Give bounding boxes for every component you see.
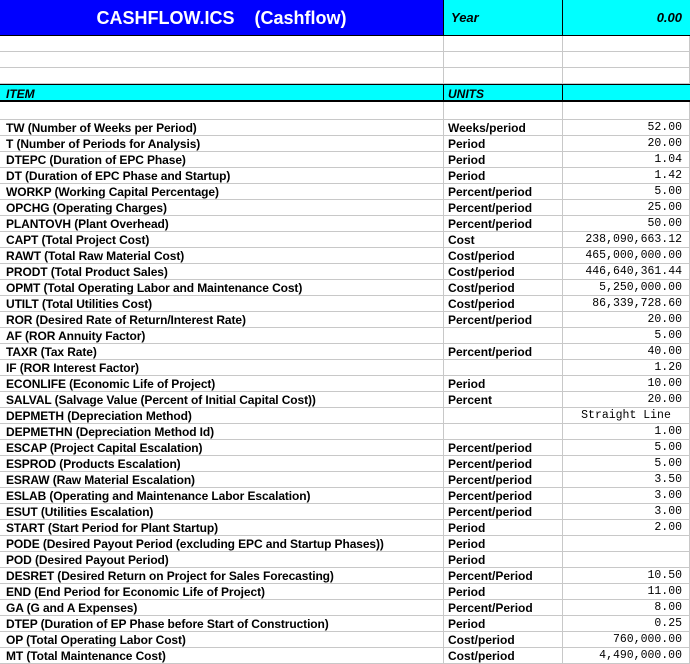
table-row (0, 376, 690, 392)
item-cell[interactable]: POD (Desired Payout Period) (0, 552, 444, 568)
table-row (0, 168, 690, 184)
units-cell[interactable]: Period (444, 616, 563, 632)
blank-cell[interactable] (0, 52, 444, 68)
blank-cell[interactable] (563, 52, 690, 68)
value-cell[interactable]: 5.00 (563, 184, 690, 200)
item-cell[interactable]: MT (Total Maintenance Cost) (0, 648, 444, 664)
units-cell[interactable]: Period (444, 536, 563, 552)
item-cell[interactable]: WORKP (Working Capital Percentage) (0, 184, 444, 200)
table-row (0, 616, 690, 632)
value-cell[interactable]: 1.20 (563, 360, 690, 376)
column-header-value[interactable] (563, 84, 690, 102)
value-cell[interactable]: 2.00 (563, 520, 690, 536)
table-row (0, 328, 690, 344)
value-cell[interactable]: 20.00 (563, 312, 690, 328)
units-cell[interactable]: Percent/Period (444, 600, 563, 616)
value-cell[interactable]: 4,490,000.00 (563, 648, 690, 664)
item-cell[interactable]: PRODT (Total Product Sales) (0, 264, 444, 280)
item-cell[interactable]: TW (Number of Weeks per Period) (0, 120, 444, 136)
units-cell[interactable]: Percent/period (444, 312, 563, 328)
item-cell[interactable]: SALVAL (Salvage Value (Percent of Initial Capital Cost)) (0, 392, 444, 408)
units-cell[interactable]: Period (444, 136, 563, 152)
units-cell[interactable]: Cost/period (444, 248, 563, 264)
item-cell[interactable]: DEPMETHN (Depreciation Method Id) (0, 424, 444, 440)
table-row (0, 408, 690, 424)
table-row (0, 392, 690, 408)
sheet-title-cell[interactable] (0, 0, 444, 36)
units-cell[interactable]: Period (444, 376, 563, 392)
table-row (0, 552, 690, 568)
units-cell[interactable]: Period (444, 168, 563, 184)
value-cell[interactable]: 50.00 (563, 216, 690, 232)
units-cell[interactable]: Percent (444, 392, 563, 408)
sheet-subtitle: (Cashflow) (254, 8, 347, 28)
units-cell[interactable] (444, 360, 563, 376)
table-row (0, 456, 690, 472)
value-cell[interactable]: 0.25 (563, 616, 690, 632)
table-row (0, 264, 690, 280)
table-row (0, 472, 690, 488)
units-cell[interactable]: Percent/period (444, 456, 563, 472)
units-cell[interactable]: Period (444, 520, 563, 536)
units-cell[interactable] (444, 424, 563, 440)
year-label: Year (451, 10, 479, 25)
units-cell[interactable]: Percent/Period (444, 568, 563, 584)
units-cell[interactable] (444, 408, 563, 424)
units-cell[interactable]: Percent/period (444, 488, 563, 504)
units-cell[interactable]: Percent/period (444, 440, 563, 456)
value-cell[interactable]: 1.00 (563, 424, 690, 440)
column-header-units[interactable] (444, 84, 563, 102)
item-cell[interactable]: OPCHG (Operating Charges) (0, 200, 444, 216)
table-row (0, 584, 690, 600)
units-cell[interactable]: Percent/period (444, 344, 563, 360)
item-cell[interactable]: CAPT (Total Project Cost) (0, 232, 444, 248)
value-cell[interactable]: 52.00 (563, 120, 690, 136)
item-cell[interactable]: ESUT (Utilities Escalation) (0, 504, 444, 520)
table-row (0, 600, 690, 616)
item-cell[interactable]: ESRAW (Raw Material Escalation) (0, 472, 444, 488)
units-cell[interactable]: Period (444, 152, 563, 168)
value-cell[interactable]: 5,250,000.00 (563, 280, 690, 296)
value-cell[interactable] (563, 536, 690, 552)
item-cell[interactable]: ESPROD (Products Escalation) (0, 456, 444, 472)
item-cell[interactable]: TAXR (Tax Rate) (0, 344, 444, 360)
table-row (0, 312, 690, 328)
table-row (0, 120, 690, 136)
value-cell[interactable]: 5.00 (563, 328, 690, 344)
year-label-cell[interactable] (444, 0, 563, 36)
item-cell[interactable]: AF (ROR Annuity Factor) (0, 328, 444, 344)
table-row (0, 520, 690, 536)
value-cell[interactable]: 238,090,663.12 (563, 232, 690, 248)
value-cell[interactable]: 1.42 (563, 168, 690, 184)
units-cell[interactable]: Percent/period (444, 216, 563, 232)
table-row (0, 152, 690, 168)
item-cell[interactable]: DTEP (Duration of EP Phase before Start of Construction) (0, 616, 444, 632)
blank-cell[interactable] (0, 102, 444, 120)
value-cell[interactable]: 20.00 (563, 136, 690, 152)
column-header-units-label: UNITS (448, 87, 484, 101)
item-cell[interactable]: END (End Period for Economic Life of Project) (0, 584, 444, 600)
units-cell[interactable]: Cost/period (444, 264, 563, 280)
item-cell[interactable]: OPMT (Total Operating Labor and Maintenance Cost) (0, 280, 444, 296)
value-cell[interactable]: 3.50 (563, 472, 690, 488)
units-cell[interactable]: Period (444, 584, 563, 600)
units-cell[interactable]: Percent/period (444, 184, 563, 200)
value-cell[interactable]: 465,000,000.00 (563, 248, 690, 264)
item-cell[interactable]: ESCAP (Project Capital Escalation) (0, 440, 444, 456)
table-row (0, 440, 690, 456)
column-header-item[interactable] (0, 84, 444, 102)
item-cell[interactable]: UTILT (Total Utilities Cost) (0, 296, 444, 312)
blank-cell[interactable] (444, 68, 563, 84)
blank-cell[interactable] (444, 52, 563, 68)
units-cell[interactable]: Cost/period (444, 280, 563, 296)
table-row (0, 648, 690, 664)
table-row (0, 568, 690, 584)
value-cell[interactable]: 25.00 (563, 200, 690, 216)
table-row (0, 296, 690, 312)
table-row (0, 216, 690, 232)
value-cell[interactable]: 40.00 (563, 344, 690, 360)
units-cell[interactable]: Percent/period (444, 472, 563, 488)
value-cell[interactable]: 446,640,361.44 (563, 264, 690, 280)
item-cell[interactable]: DEPMETH (Depreciation Method) (0, 408, 444, 424)
blank-cell[interactable] (563, 102, 690, 120)
value-cell[interactable]: Straight Line (563, 408, 690, 424)
table-row (0, 248, 690, 264)
item-cell[interactable]: DTEPC (Duration of EPC Phase) (0, 152, 444, 168)
sheet-title: CASHFLOW.ICS (96, 8, 235, 28)
table-row (0, 184, 690, 200)
value-cell[interactable]: 10.00 (563, 376, 690, 392)
item-cell[interactable]: PODE (Desired Payout Period (excluding EPC and Startup Phases)) (0, 536, 444, 552)
blank-cell[interactable] (563, 68, 690, 84)
table-row (0, 344, 690, 360)
units-cell[interactable]: Percent/period (444, 504, 563, 520)
value-cell[interactable] (563, 552, 690, 568)
value-cell[interactable]: 3.00 (563, 488, 690, 504)
item-cell[interactable]: ROR (Desired Rate of Return/Interest Rate) (0, 312, 444, 328)
value-cell[interactable]: 86,339,728.60 (563, 296, 690, 312)
item-cell[interactable]: DT (Duration of EPC Phase and Startup) (0, 168, 444, 184)
table-row (0, 632, 690, 648)
units-cell[interactable]: Cost/period (444, 296, 563, 312)
units-cell[interactable]: Period (444, 552, 563, 568)
item-cell[interactable]: OP (Total Operating Labor Cost) (0, 632, 444, 648)
units-cell[interactable]: Cost/period (444, 648, 563, 664)
item-cell[interactable]: GA (G and A Expenses) (0, 600, 444, 616)
item-cell[interactable]: DESRET (Desired Return on Project for Sales Forecasting) (0, 568, 444, 584)
value-cell[interactable]: 1.04 (563, 152, 690, 168)
table-row (0, 424, 690, 440)
table-row (0, 232, 690, 248)
table-row (0, 504, 690, 520)
value-cell[interactable]: 3.00 (563, 504, 690, 520)
blank-cell[interactable] (444, 36, 563, 52)
value-cell[interactable]: 20.00 (563, 392, 690, 408)
value-cell[interactable]: 11.00 (563, 584, 690, 600)
item-cell[interactable]: RAWT (Total Raw Material Cost) (0, 248, 444, 264)
table-row (0, 488, 690, 504)
units-cell[interactable]: Cost (444, 232, 563, 248)
units-cell[interactable] (444, 328, 563, 344)
blank-cell[interactable] (444, 102, 563, 120)
table-row (0, 200, 690, 216)
item-cell[interactable]: ESLAB (Operating and Maintenance Labor Escalation) (0, 488, 444, 504)
table-row (0, 280, 690, 296)
value-cell[interactable]: 10.50 (563, 568, 690, 584)
value-cell[interactable]: 5.00 (563, 440, 690, 456)
blank-cell[interactable] (0, 68, 444, 84)
year-value-cell[interactable] (563, 0, 690, 36)
year-value: 0.00 (656, 10, 682, 25)
units-cell[interactable]: Cost/period (444, 632, 563, 648)
blank-cell[interactable] (0, 36, 444, 52)
column-header-item-label: ITEM (6, 87, 35, 101)
table-row (0, 360, 690, 376)
item-cell[interactable]: IF (ROR Interest Factor) (0, 360, 444, 376)
table-row (0, 536, 690, 552)
blank-cell[interactable] (563, 36, 690, 52)
value-cell[interactable]: 8.00 (563, 600, 690, 616)
item-cell[interactable]: START (Start Period for Plant Startup) (0, 520, 444, 536)
table-row (0, 136, 690, 152)
item-cell[interactable]: ECONLIFE (Economic Life of Project) (0, 376, 444, 392)
units-cell[interactable]: Percent/period (444, 200, 563, 216)
item-cell[interactable]: T (Number of Periods for Analysis) (0, 136, 444, 152)
units-cell[interactable]: Weeks/period (444, 120, 563, 136)
value-cell[interactable]: 5.00 (563, 456, 690, 472)
item-cell[interactable]: PLANTOVH (Plant Overhead) (0, 216, 444, 232)
value-cell[interactable]: 760,000.00 (563, 632, 690, 648)
